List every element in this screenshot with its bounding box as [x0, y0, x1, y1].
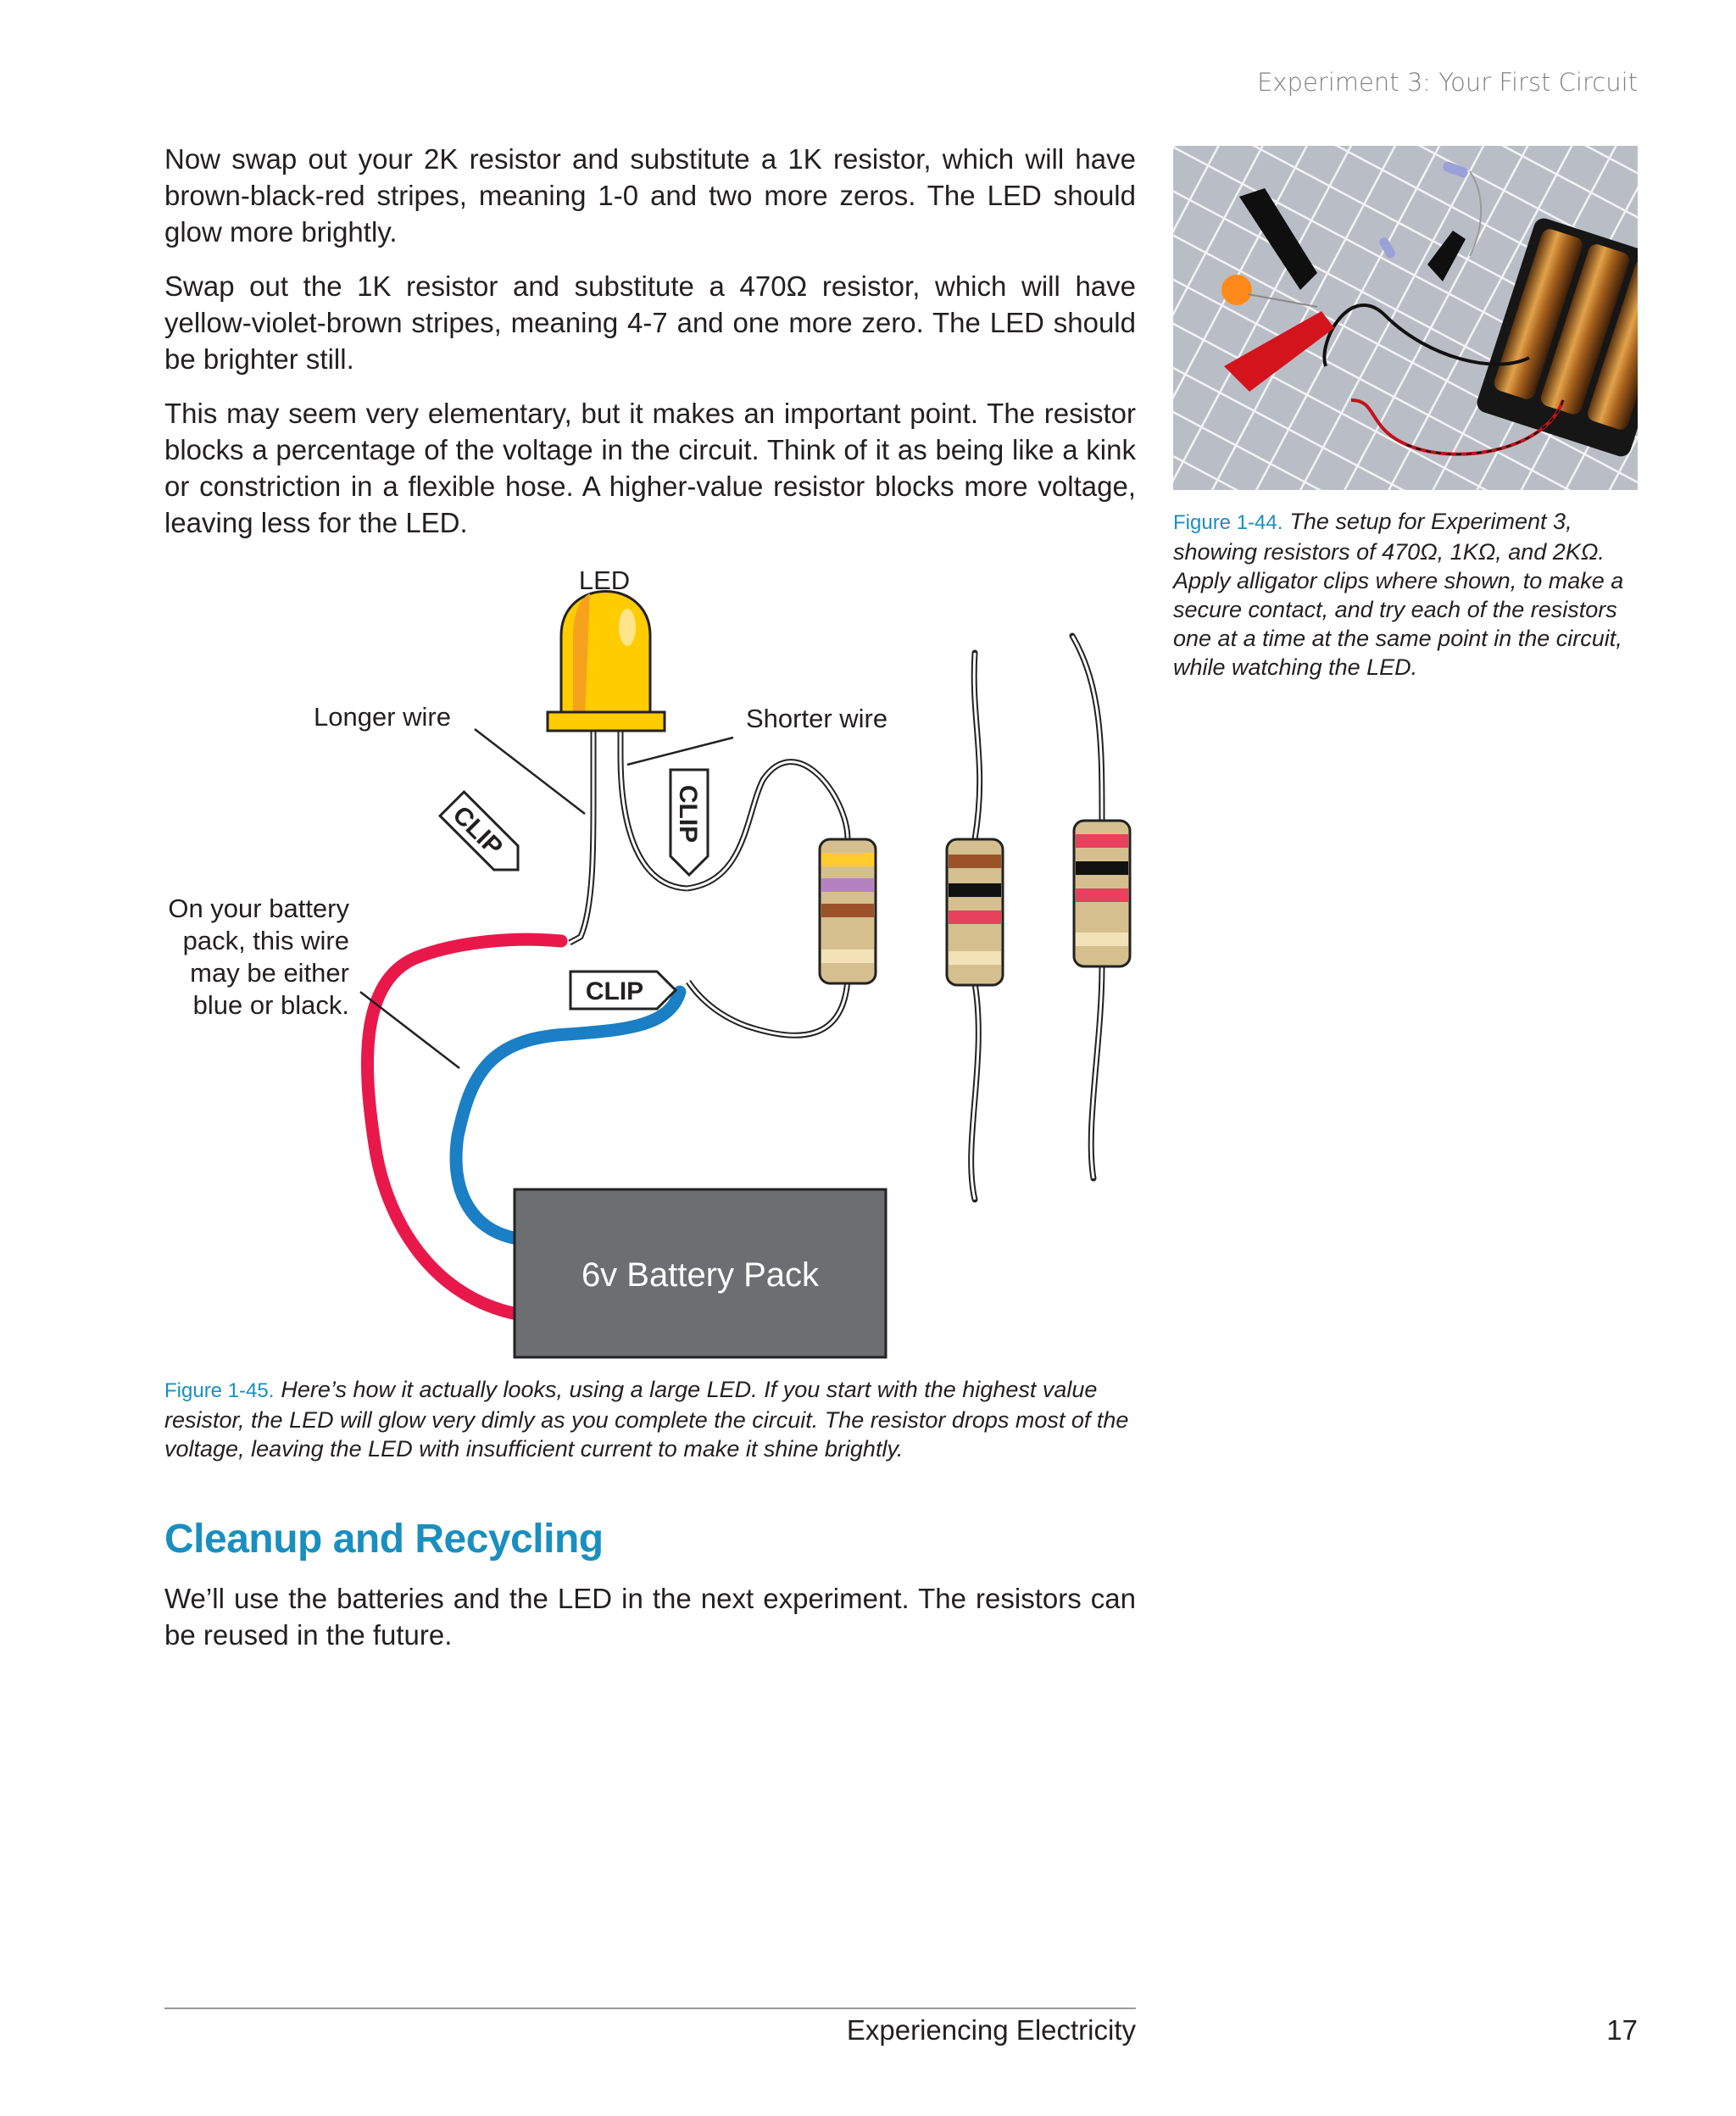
clip-tag-left-text: CLIP: [447, 800, 509, 862]
figure-1-44-caption: [1173, 507, 1644, 682]
paragraph-1kohm-swap: Now swap out your 2K resistor and substitute a 1K resistor, which will have brown-black-red stripes, meaning 1-0 and two more zeros. The LED should glow more brightly.: [164, 143, 1136, 248]
figure-1-45-caption: [164, 1375, 1139, 1463]
resistor-470-ohm: [820, 839, 876, 983]
led-long-lead: [570, 716, 593, 943]
experiment-setup-photo: [1173, 146, 1638, 490]
led-label: LED: [578, 565, 631, 595]
figure-1-45-text: Here’s how it actually looks, using a large LED. If you start with the highest value resistor, the LED will glow very dimly as you complete the circuit. The resistor drops most of the voltage, leaving the LED with insufficient current to make it shine brightly.: [164, 1377, 1129, 1462]
clip-tag-bottom-text: CLIP: [585, 977, 644, 1005]
resistor-1k-ohm: [947, 653, 1003, 1200]
figure-1-44-label: Figure 1-44.: [1173, 511, 1283, 534]
section-heading: Cleanup and Recycling: [164, 1517, 604, 1562]
battery-wire-note-line-4: blue or black.: [192, 990, 349, 1020]
led-shape: [548, 592, 665, 732]
paragraph-470ohm-swap: Swap out the 1K resistor and substitute a 470Ω resistor, which will have yellow-violet-brown stripes, meaning 4-7 and one more zero. The LED should be brighter still.: [164, 270, 1136, 375]
running-head: Experiment 3: Your First Circuit: [1257, 68, 1638, 97]
battery-wire-note: [168, 894, 349, 1020]
circuit-diagram: [153, 551, 1144, 1365]
clip-tag-top: [670, 770, 708, 875]
battery-wire-note-line-2: pack, this wire: [182, 926, 349, 955]
battery-wire-note-line-3: may be either: [190, 958, 349, 988]
clip-tag-top-text: CLIP: [674, 784, 702, 844]
footer-title: Experiencing Electricity: [846, 2014, 1136, 2046]
footer-divider: [164, 2007, 1136, 2009]
figure-1-45-label: Figure 1-45.: [164, 1379, 275, 1402]
longer-wire-label: Longer wire: [314, 702, 451, 732]
paragraph-cleanup: We’ll use the batteries and the LED in the next experiment. The resistors can be reused in the future.: [164, 1583, 1136, 1651]
clip-tag-left: [440, 792, 530, 882]
shorter-wire-label: Shorter wire: [746, 704, 888, 733]
resistor-2k-ohm: [1072, 636, 1130, 1178]
clip-tag-bottom: [570, 972, 676, 1009]
circuit-diagram-svg: [153, 551, 1144, 1365]
page-number: 17: [1606, 2014, 1638, 2046]
battery-wire-note-line-1: On your battery: [168, 894, 349, 923]
photo-illustration: [1173, 146, 1638, 490]
paragraph-resistor-explanation: This may seem very elementary, but it makes an important point. The resistor blocks a percentage of the voltage in the circuit. Think of it as being like a kink or constriction in a flexible hose. A higher-value resistor blocks more voltage, leaving less for the LED.: [164, 398, 1136, 538]
figure-1-44-text: The setup for Experiment 3, showing resistors of 470Ω, 1KΩ, and 2KΩ. Apply alligator clips where shown, to make a secure contact, and try each of the resistors one at a time at the same point in the circuit, while watching the LED.: [1173, 509, 1624, 680]
battery-pack-label: 6v Battery Pack: [581, 1256, 820, 1294]
